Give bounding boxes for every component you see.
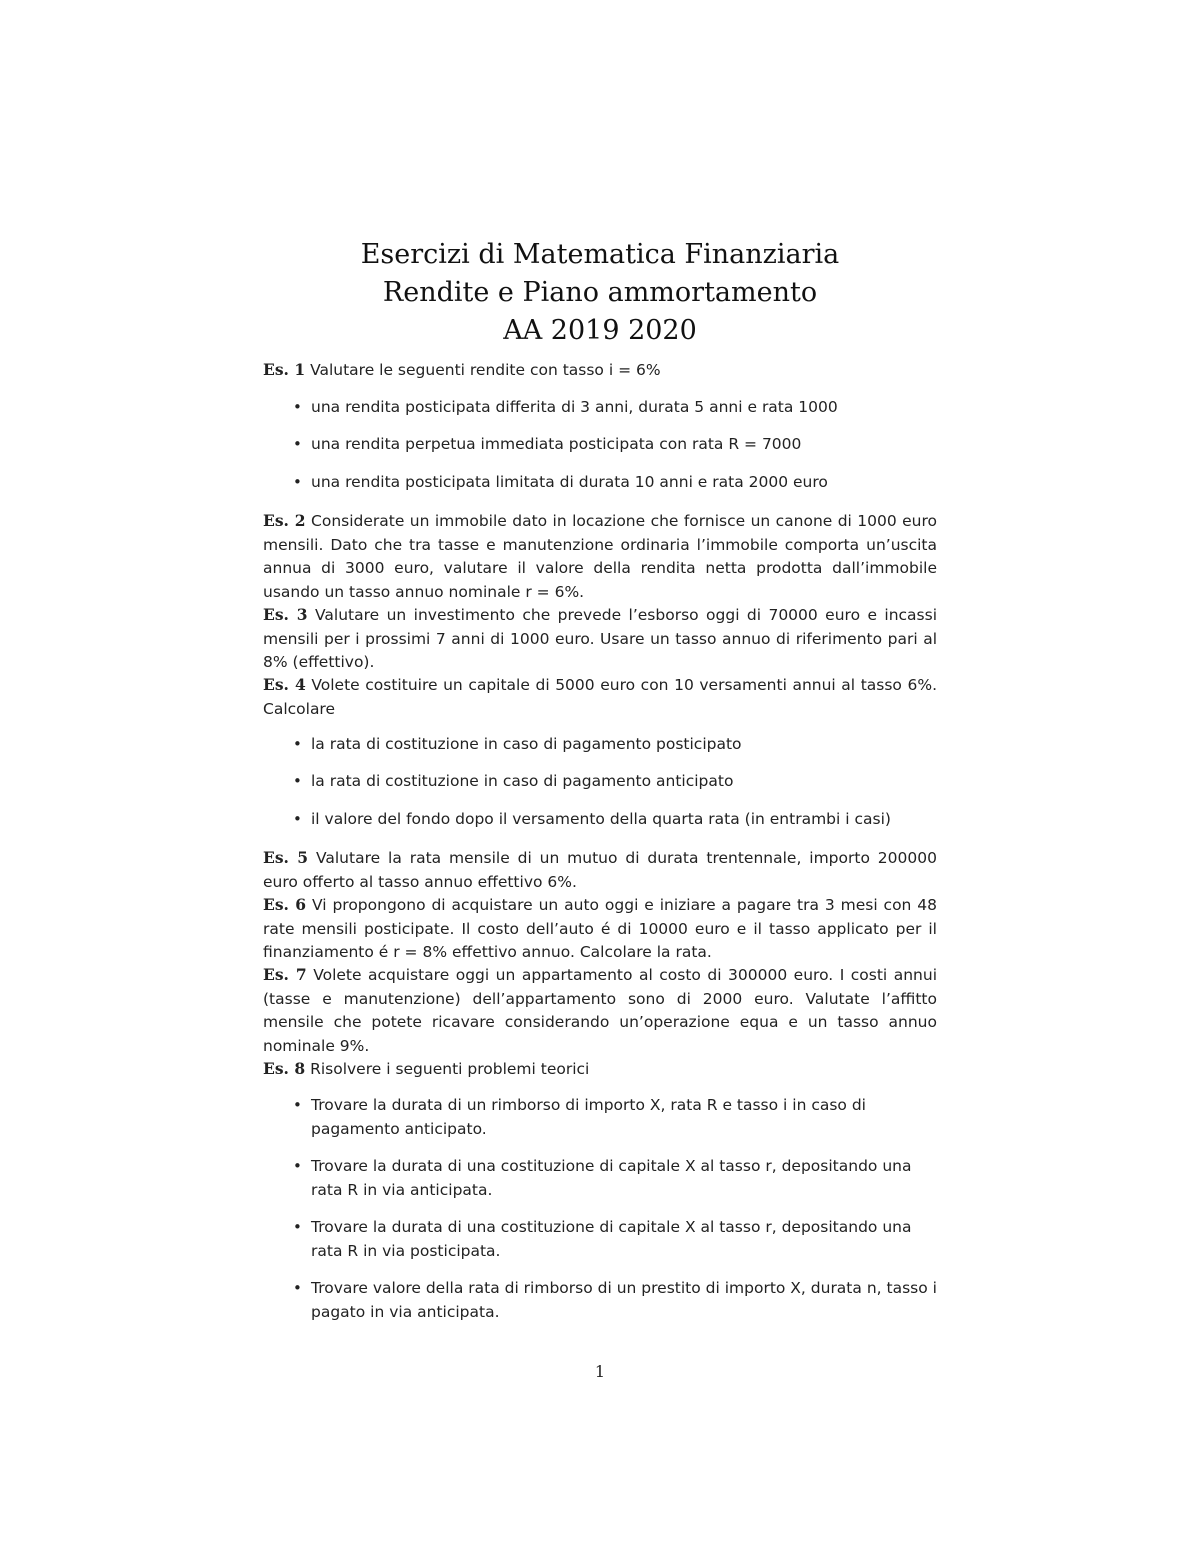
- list-item: • una rendita posticipata limitata di durata 10 anni e rata 2000 euro: [293, 471, 937, 495]
- exercise-1: [263, 358, 937, 383]
- exercise-5: [263, 846, 937, 894]
- document-subtitle: Rendite e Piano ammortamento: [382, 277, 818, 308]
- exercise-4: [263, 673, 937, 721]
- exercise-text: Considerate un immobile dato in locazione che fornisce un canone di 1000 euro mensili. Dato che tra tasse e manutenzione ordinaria l’immobile comporta un’uscita annua di 3000 euro, valutare il valore della rendita netta prodotta dall’immobile usando un tasso annuo nominale r = 6%.: [263, 512, 937, 601]
- list-item: • la rata di costituzione in caso di pagamento posticipato: [293, 733, 937, 757]
- bullet-icon: •: [293, 398, 302, 416]
- list-item: • una rendita perpetua immediata posticipata con rata R = 7000: [293, 433, 937, 457]
- exercise-text: Valutare un investimento che prevede l’esborso oggi di 70000 euro e incassi mensili per i prossimi 7 anni di 1000 euro. Usare un tasso annuo di riferimento pari al 8% (effettivo).: [263, 606, 937, 671]
- exercise-text: Valutare le seguenti rendite con tasso i = 6%: [310, 361, 661, 379]
- exercise-text: Volete costituire un capitale di 5000 euro con 10 versamenti annui al tasso 6%. Calcolare: [263, 676, 937, 718]
- exercise-label: Es. 3: [263, 605, 308, 624]
- bullet-icon: •: [293, 473, 302, 491]
- exercise-8: [263, 1057, 937, 1082]
- exercise-text: Volete acquistare oggi un appartamento al costo di 300000 euro. I costi annui (tasse e manutenzione) dell’appartamento sono di 2000 euro. Valutate l’affitto mensile che potete ricavare considerando un’operazione equa e un tasso annuo nominale 9%.: [263, 966, 937, 1055]
- bullet-icon: •: [293, 1157, 302, 1175]
- bullet-icon: •: [293, 435, 302, 453]
- list-item: • la rata di costituzione in caso di pagamento anticipato: [293, 770, 937, 794]
- exercise-text: Valutare la rata mensile di un mutuo di durata trentennale, importo 200000 euro offerto al tasso annuo effettivo 6%.: [263, 849, 937, 891]
- exercise-label: Es. 4: [263, 675, 306, 694]
- bullet-icon: •: [293, 772, 302, 790]
- list-item: • una rendita posticipata differita di 3 anni, durata 5 anni e rata 1000: [293, 396, 937, 420]
- document-header: [0, 236, 1200, 350]
- exercise-label: Es. 7: [263, 965, 307, 984]
- exercise-text: Vi propongono di acquistare un auto oggi e iniziare a pagare tra 3 mesi con 48 rate mensili posticipate. Il costo dell’auto é di 10000 euro e il tasso applicato per il finanziamento é r = 8% effettivo annuo. Calcolare la rata.: [263, 896, 937, 961]
- bullet-icon: •: [293, 735, 302, 753]
- exercise-label: Es. 5: [263, 848, 309, 867]
- academic-year: AA 2019 2020: [503, 315, 697, 346]
- bullet-icon: •: [293, 1218, 302, 1236]
- list-item: • Trovare la durata di una costituzione di capitale X al tasso r, depositando una rata R in via posticipata.: [293, 1218, 912, 1260]
- exercise-label: Es. 2: [263, 511, 306, 530]
- exercise-label: Es. 6: [263, 895, 307, 914]
- exercise-3: [263, 603, 937, 675]
- page-number: 1: [594, 1362, 606, 1381]
- exercise-label: Es. 1: [263, 360, 306, 379]
- list-item: • Trovare la durata di una costituzione di capitale X al tasso r, depositando una rata R in via anticipata.: [293, 1157, 912, 1199]
- list-item: • Trovare valore della rata di rimborso di un prestito di importo X, durata n, tasso i pagato in via anticipata.: [293, 1279, 937, 1321]
- exercise-7: [263, 963, 937, 1058]
- bullet-icon: •: [293, 1096, 302, 1114]
- exercise-text: Risolvere i seguenti problemi teorici: [310, 1060, 590, 1078]
- document-title: Esercizi di Matematica Finanziaria: [360, 239, 840, 270]
- bullet-icon: •: [293, 810, 302, 828]
- list-item: • il valore del fondo dopo il versamento della quarta rata (in entrambi i casi): [293, 808, 937, 832]
- exercise-label: Es. 8: [263, 1059, 306, 1078]
- exercise-2: [263, 509, 937, 604]
- list-item: • Trovare la durata di un rimborso di importo X, rata R e tasso i in caso di pagamento anticipato.: [293, 1096, 866, 1138]
- exercise-6: [263, 893, 937, 965]
- bullet-icon: •: [293, 1279, 302, 1297]
